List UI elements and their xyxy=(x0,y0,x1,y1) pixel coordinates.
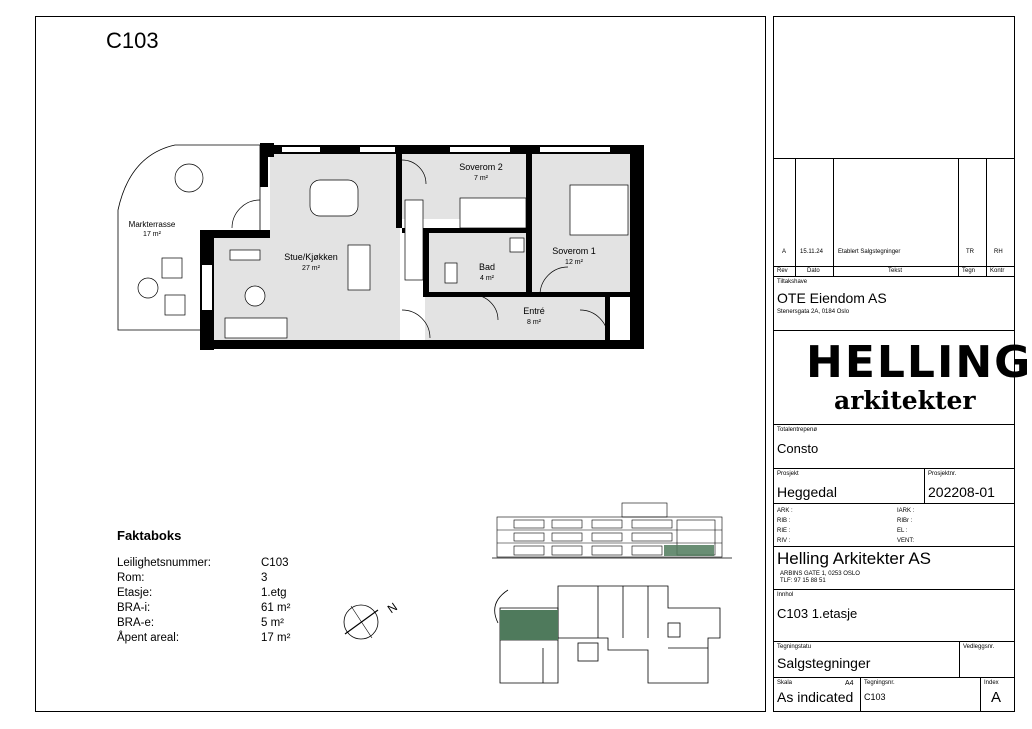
rev-letter: A xyxy=(782,249,787,255)
prosjektnr-value: 202208-01 xyxy=(928,484,995,500)
factbox-row xyxy=(117,586,290,601)
room-label-bad: Bad 4 m² xyxy=(478,262,495,282)
prosjekt-label: Prosjekt xyxy=(777,471,799,477)
logo-wordmark: HELLING xyxy=(806,337,1032,388)
factbox-row xyxy=(117,631,290,646)
facade-thumbnail xyxy=(492,495,737,565)
skala-value: As indicated xyxy=(777,689,854,705)
firm-phone: TLF: 97 15 88 51 xyxy=(780,578,826,584)
status-label: Tegningstatu xyxy=(777,644,812,650)
innhold-label: Innhol xyxy=(777,592,794,598)
room-area-markterrasse: 17 m² xyxy=(143,231,161,238)
room-label-entre: Entré 8 m² xyxy=(523,306,545,326)
consultant-rie: RIE : xyxy=(777,528,791,534)
index-value: A xyxy=(991,689,1002,706)
room-label-stue: Stue/Kjøkken 27 m² xyxy=(284,252,338,272)
room-label-soverom2: Soverom 2 7 m² xyxy=(459,162,503,182)
totalentreprenor-name: Consto xyxy=(777,441,819,456)
factbox-row xyxy=(117,601,290,616)
rev-header-rev: Rev xyxy=(777,268,788,274)
rev-date: 15.11.24 xyxy=(800,249,823,255)
totalentreprenor-label: Totalentrepenø xyxy=(777,427,818,433)
consultants-right xyxy=(897,506,914,546)
tiltakshaver-address: Stenersgata 2A, 0184 Oslo xyxy=(777,309,850,315)
prosjektnr-label: Prosjektnr. xyxy=(928,471,957,477)
consultant-iark: IARK : xyxy=(897,508,915,514)
room-area-soverom2: 7 m² xyxy=(474,175,488,182)
consultant-ribr: RIBr : xyxy=(897,518,913,524)
paper-size: A4 xyxy=(845,680,854,687)
factbox-row xyxy=(117,616,290,631)
room-label-soverom1: Soverom 1 12 m² xyxy=(552,246,596,266)
logo-subtitle: arkitekter xyxy=(834,386,976,415)
room-area-stue: 27 m² xyxy=(302,265,320,272)
innhold-value: C103 1.etasje xyxy=(777,606,858,621)
factbox-table xyxy=(117,556,290,646)
tegningsnr-label: Tegningsnr. xyxy=(864,680,895,686)
north-label: N xyxy=(384,599,400,617)
room-label-markterrasse: Markterrasse 17 m² xyxy=(128,220,176,238)
skala-label: Skala xyxy=(777,680,793,686)
room-area-entre: 8 m² xyxy=(527,319,541,326)
rev-header-text: Tekst xyxy=(888,268,903,274)
consultant-vent: VENT: xyxy=(897,538,915,544)
rev-kontr: RH xyxy=(994,249,1003,255)
factbox-label: Leilighetsnummer: xyxy=(117,557,211,569)
factbox-value: 61 m² xyxy=(261,602,291,614)
factbox-title: Faktaboks xyxy=(117,528,182,543)
factbox-label: BRA-i: xyxy=(117,602,151,614)
room-area-soverom1: 12 m² xyxy=(565,259,583,266)
factbox-label: Etasje: xyxy=(117,587,153,599)
factbox-value: 5 m² xyxy=(261,617,284,629)
factbox-row xyxy=(117,571,290,586)
rev-header-tegn: Tegn xyxy=(962,268,976,274)
factbox-value: C103 xyxy=(261,557,289,569)
unit-title: C103 xyxy=(106,28,159,53)
key-plan-thumbnail xyxy=(488,578,733,693)
factbox-row xyxy=(117,556,290,571)
consultant-el: EL : xyxy=(897,528,908,534)
factbox-label: Rom: xyxy=(117,572,145,584)
room-area-bad: 4 m² xyxy=(480,275,494,282)
consultant-ark: ARK : xyxy=(777,508,793,514)
consultant-riv: RIV : xyxy=(777,538,791,544)
factbox-value: 3 xyxy=(261,572,268,584)
prosjekt-name: Heggedal xyxy=(777,484,837,500)
vedlegg-label: Vedleggsnr. xyxy=(963,644,995,650)
tiltakshaver-label: Tiltakshave xyxy=(777,279,808,285)
factbox-label: BRA-e: xyxy=(117,617,155,629)
consultant-rib: RIB : xyxy=(777,518,791,524)
status-value: Salgstegninger xyxy=(777,655,871,671)
tegningsnr-value: C103 xyxy=(864,692,886,702)
factbox-label: Åpent areal: xyxy=(117,632,180,644)
factbox-value: 17 m² xyxy=(261,632,291,644)
rev-tegn: TR xyxy=(966,249,974,255)
firm-name: Helling Arkitekter AS xyxy=(777,549,932,568)
rev-text: Etablert Salgstegninger xyxy=(838,249,901,255)
consultants-left xyxy=(777,506,793,546)
tiltakshaver-name: OTE Eiendom AS xyxy=(777,290,887,306)
index-label: Index xyxy=(984,680,999,686)
firm-address: ARBINS GATE 1, 0253 OSLO xyxy=(780,571,860,577)
rev-header-date: Dato xyxy=(807,268,820,274)
rev-header-kontr: Kontr xyxy=(990,268,1005,274)
factbox-value: 1.etg xyxy=(261,587,287,599)
